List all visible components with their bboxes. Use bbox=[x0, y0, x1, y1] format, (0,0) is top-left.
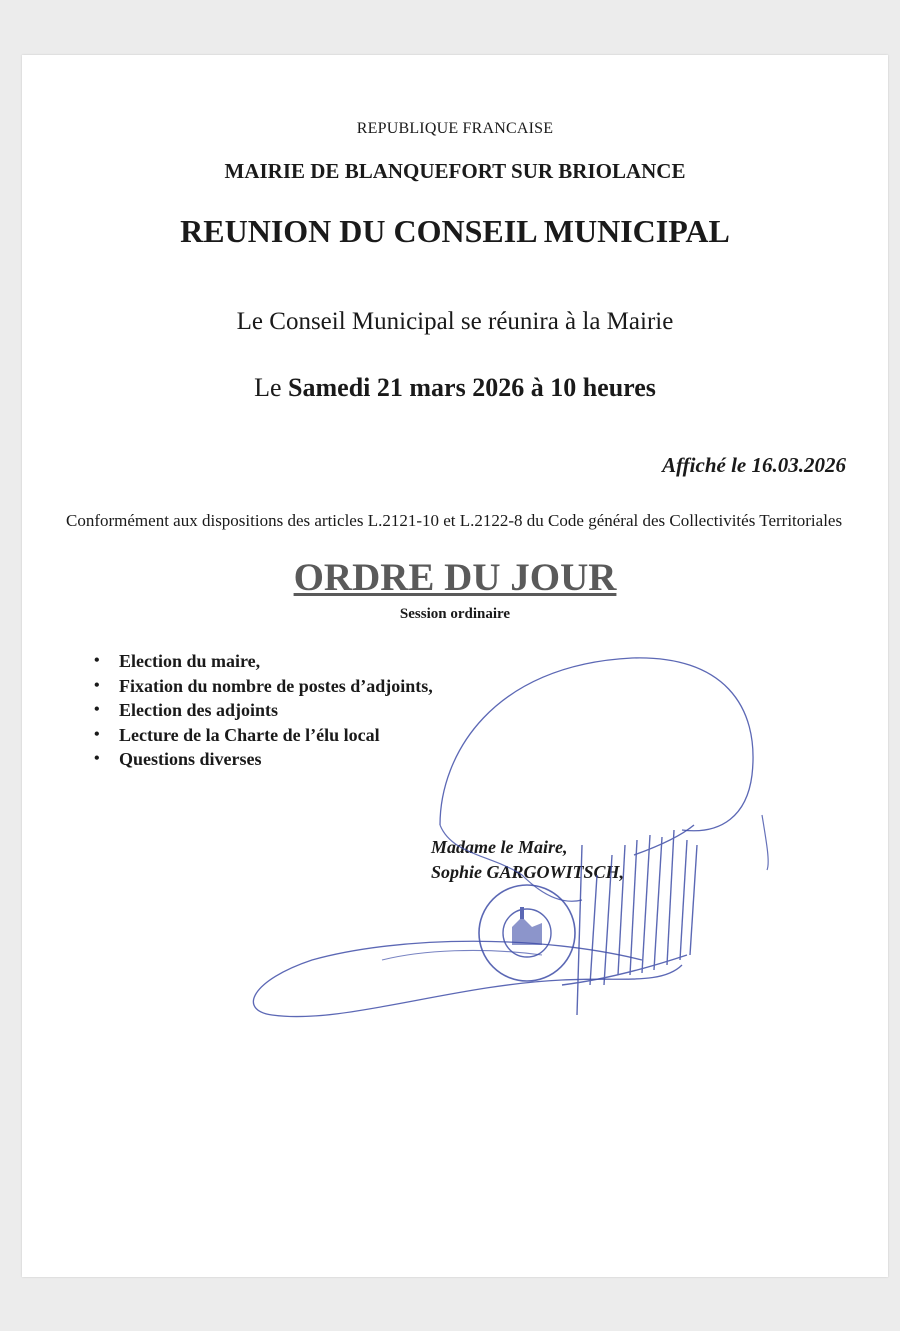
agenda-item-label: Fixation du nombre de postes d’adjoints, bbox=[119, 675, 433, 696]
list-item bbox=[92, 747, 433, 772]
date-line bbox=[22, 373, 888, 403]
agenda-list bbox=[92, 649, 433, 772]
agenda-title: ORDRE DU JOUR bbox=[293, 556, 617, 599]
list-item bbox=[92, 649, 433, 674]
republique-heading: REPUBLIQUE FRANCAISE bbox=[356, 120, 554, 137]
signature-sweep bbox=[253, 941, 682, 1016]
posted-date: Affiché le 16.03.2026 bbox=[662, 453, 846, 477]
agenda-item-label: Questions diverses bbox=[119, 749, 262, 769]
bullet-icon: • bbox=[94, 676, 100, 694]
bullet-icon: • bbox=[94, 750, 100, 767]
meeting-date: Samedi 21 mars 2026 à 10 heures bbox=[288, 373, 656, 402]
list-item bbox=[92, 723, 433, 748]
agenda-item-label: Election du maire, bbox=[119, 651, 261, 671]
mairie-stamp-icon bbox=[479, 885, 575, 981]
signature-loop bbox=[440, 658, 753, 831]
agenda-item-label: Lecture de la Charte de l’élu local bbox=[119, 724, 380, 745]
legal-reference: Conformément aux dispositions des articles L.2121-10 et L.2122-8 du Code général des Collectivités Territoriales bbox=[66, 511, 843, 530]
session-type: Session ordinaire bbox=[399, 606, 511, 622]
signatory-title: Madame le Maire, bbox=[431, 837, 568, 857]
bullet-icon: • bbox=[94, 701, 100, 718]
bullet-icon: • bbox=[94, 652, 100, 669]
document-page bbox=[22, 55, 888, 1277]
agenda-item-label: Election des adjoints bbox=[119, 700, 279, 720]
list-item bbox=[92, 674, 433, 699]
page-title: REUNION DU CONSEIL MUNICIPAL bbox=[180, 213, 730, 249]
signature-sweep-inner bbox=[382, 950, 542, 960]
list-item bbox=[92, 698, 433, 723]
signature-strokes bbox=[562, 825, 697, 1015]
location-line: Le Conseil Municipal se réunira à la Mairie bbox=[236, 308, 674, 335]
signature-right-hook bbox=[762, 815, 768, 870]
date-prefix: Le bbox=[254, 373, 289, 402]
bullet-icon: • bbox=[94, 725, 100, 743]
signatory-name: Sophie GARGOWITSCH, bbox=[431, 862, 625, 882]
mairie-heading: MAIRIE DE BLANQUEFORT SUR BRIOLANCE bbox=[224, 159, 686, 183]
